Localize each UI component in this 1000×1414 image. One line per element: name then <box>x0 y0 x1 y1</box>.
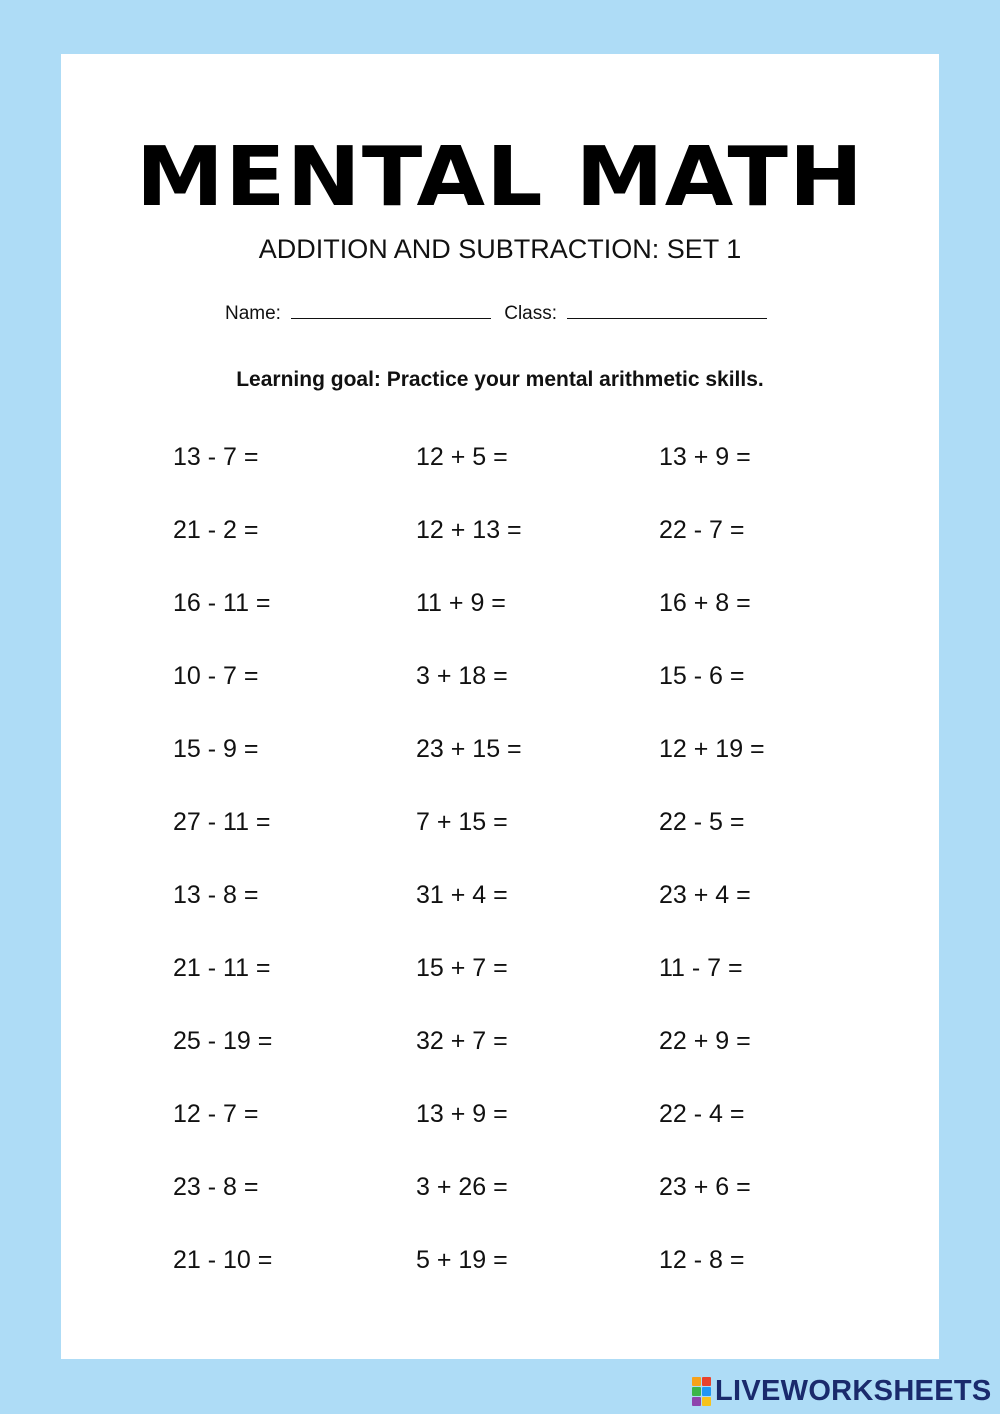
math-problem: 23 + 6 = <box>659 1173 751 1201</box>
math-problem: 11 + 9 = <box>416 589 506 617</box>
math-problem: 32 + 7 = <box>416 1027 508 1055</box>
class-label: Class: <box>504 303 558 324</box>
math-problem: 21 - 10 = <box>173 1246 273 1274</box>
math-problem: 7 + 15 = <box>416 808 508 836</box>
math-problem: 15 - 6 = <box>659 662 745 690</box>
math-problem: 31 + 4 = <box>416 881 508 909</box>
footer-brand <box>692 1375 992 1407</box>
math-problem: 13 - 8 = <box>173 881 259 909</box>
math-problem: 22 - 5 = <box>659 808 745 836</box>
math-problem: 16 - 11 = <box>173 589 271 617</box>
logo-square <box>692 1387 701 1396</box>
logo-square <box>702 1397 711 1406</box>
liveworksheets-logo-icon <box>692 1377 711 1406</box>
math-problem: 12 + 19 = <box>659 735 765 763</box>
math-problem: 15 - 9 = <box>173 735 259 763</box>
math-problem: 11 - 7 = <box>659 954 743 982</box>
logo-square <box>702 1387 711 1396</box>
class-field[interactable] <box>567 298 767 319</box>
worksheet-title: MENTAL MATH <box>135 130 865 225</box>
worksheet-subtitle: ADDITION AND SUBTRACTION: SET 1 <box>258 234 742 264</box>
math-problem: 25 - 19 = <box>173 1027 273 1055</box>
learning-goal: Learning goal: Practice your mental arithmetic skills. <box>236 368 764 391</box>
math-problem: 3 + 26 = <box>416 1173 508 1201</box>
math-problem: 12 - 8 = <box>659 1246 745 1274</box>
math-problem: 5 + 19 = <box>416 1246 508 1274</box>
math-problem: 22 - 7 = <box>659 516 745 544</box>
math-problem: 21 - 2 = <box>173 516 259 544</box>
math-problem: 21 - 11 = <box>173 954 271 982</box>
math-problem: 13 - 7 = <box>173 443 259 471</box>
math-problem: 13 + 9 = <box>416 1100 508 1128</box>
math-problem: 3 + 18 = <box>416 662 508 690</box>
name-field[interactable] <box>291 298 491 319</box>
math-problem: 12 + 13 = <box>416 516 522 544</box>
logo-square <box>692 1377 701 1386</box>
math-problem: 22 - 4 = <box>659 1100 745 1128</box>
math-problem: 23 + 4 = <box>659 881 751 909</box>
math-problem: 15 + 7 = <box>416 954 508 982</box>
math-problem: 23 + 15 = <box>416 735 522 763</box>
name-label: Name: <box>224 303 281 324</box>
name-class-fields <box>0 298 1000 328</box>
logo-square <box>692 1397 701 1406</box>
brand-name: LIVEWORKSHEETS <box>715 1374 992 1407</box>
math-problem: 16 + 8 = <box>659 589 751 617</box>
math-problem: 12 - 7 = <box>173 1100 259 1128</box>
math-problem: 22 + 9 = <box>659 1027 751 1055</box>
math-problem: 27 - 11 = <box>173 808 271 836</box>
logo-square <box>702 1377 711 1386</box>
math-problem: 12 + 5 = <box>416 443 508 471</box>
problem-grid <box>173 440 873 1316</box>
math-problem: 23 - 8 = <box>173 1173 259 1201</box>
math-problem: 10 - 7 = <box>173 662 259 690</box>
math-problem: 13 + 9 = <box>659 443 751 471</box>
